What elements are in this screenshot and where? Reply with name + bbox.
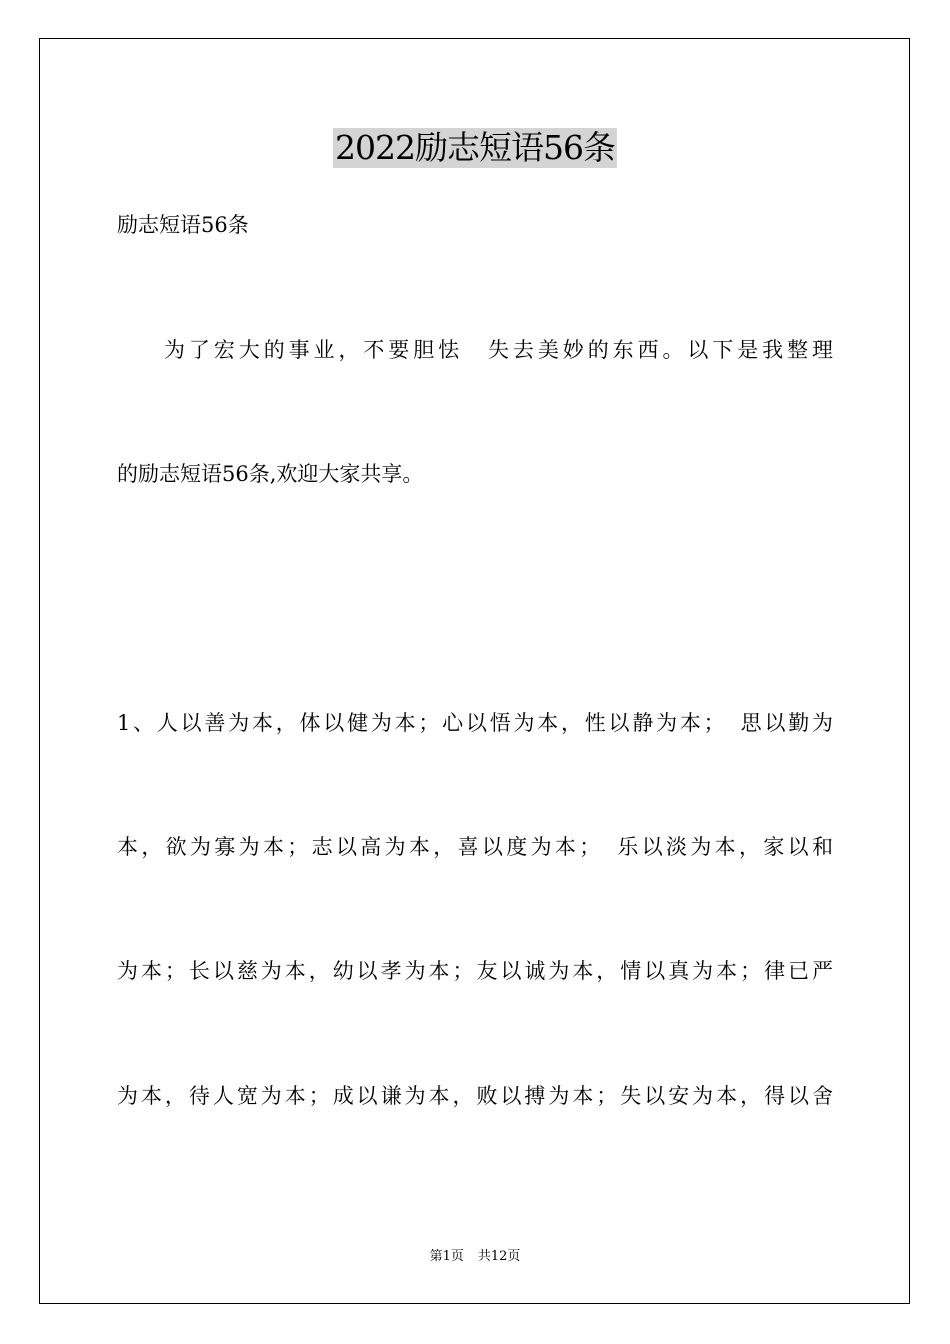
page-number: 第1页 [429, 1249, 464, 1264]
body-line-3: 为本；长以慈为本，幼以孝为本；友以诚为本，情以真为本；律已严 [117, 959, 833, 983]
document-title-text: 2022励志短语56条 [335, 128, 615, 167]
page-total: 共12页 [477, 1249, 521, 1264]
body-line-1: 1、人以善为本，体以健为本；心以悟为本，性以静为本； 思以勤为 [117, 711, 833, 735]
body-line-2: 本，欲为寡为本；志以高为本，喜以度为本； 乐以淡为本，家以和 [117, 835, 833, 859]
body-line-4: 为本，待人宽为本；成以谦为本，败以搏为本；失以安为本，得以舍 [117, 1084, 833, 1108]
intro-line-2: 的励志短语56条,欢迎大家共享。 [117, 462, 424, 486]
document-title [0, 128, 950, 168]
page-footer [0, 1248, 950, 1266]
intro-line-1: 为了宏大的事业，不要胆怯 失去美妙的东西。以下是我整理 [164, 338, 833, 362]
document-subtitle: 励志短语56条 [117, 213, 249, 237]
